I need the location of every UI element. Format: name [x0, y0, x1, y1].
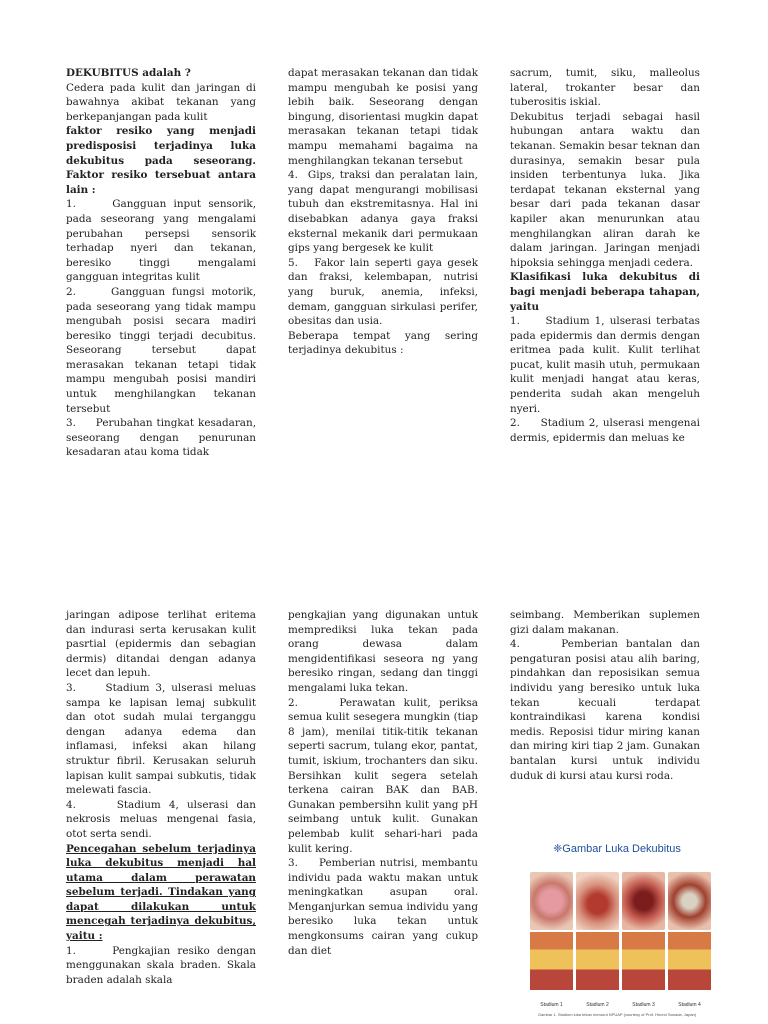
figure-label: Stadium 2	[586, 1002, 609, 1008]
stage-2-photo	[576, 872, 619, 930]
places-list: sacrum, tumit, siku, malleolus lateral, trokanter besar dan tuberositis iskial.	[510, 67, 700, 109]
risk-item-5: 5. Fakor lain seperti gaya gesek dan fraksi, kelembapan, nutrisi yang buruk, anemia, infeksi, demam, gangguan sirkulasi perifer, obesitas dan usia.	[288, 256, 478, 328]
figure-labels	[530, 1002, 711, 1008]
prevention-1: 1. Pengkajian resiko dengan menggunakan skala braden. Skala braden adalah skala	[66, 944, 256, 986]
stage-4: 4. Stadium 4, ulserasi dan nekrosis meluas mengenai fasia, otot serta sendi.	[66, 798, 256, 840]
stage-2-section	[576, 932, 619, 990]
figure-label: Stadium 3	[632, 1002, 655, 1008]
column-6	[510, 608, 700, 783]
risk-item-2: 2. Gangguan fungsi motorik, pada seseorang yang tidak mampu mengubah posisi secara madiri beresiko tinggi terjadi decubitus. Seseorang tersebut dapat merasakan tekanan tetapi tidak mampu mengubah posisi mandiri untuk menghilangkan tekanan tersebut	[66, 285, 256, 415]
column-3	[510, 66, 700, 445]
column-4	[66, 608, 256, 987]
stage-3: 3. Stadium 3, ulserasi meluas sampa ke lapisan lemaj subkulit dan otot sudah mulai terganggu dengan adanya edema dan inflamasi, infeksi akan hilang struktur fibril. Kerusakan seluruh lapisan kulit sampai subkutis, tidak melewati fascia.	[66, 681, 256, 797]
prevention-4: 4. Pemberian bantalan dan pengaturan posisi atau alih baring, pindahkan dan reposisikan semua individu yang beresiko untuk luka tekan kecuali terdapat kontraindikasi karena kondisi medis. Reposisi tidur miring kanan dan miring kiri tiap 2 jam. Gunakan bantalan kursi untuk individu duduk di kursi atau kursi roda.	[510, 638, 700, 782]
prevention-2: 2. Perawatan kulit, periksa semua kulit sesegera mungkin (tiap 8 jam), menilai titik-titik tekanan seperti sacrum, tulang ekor, pantat, tumit, iskium, trochanters dan siku. Bersihkan kulit segera setelah terkena cairan BAK dan BAB. Gunakan pembersihn kulit yang pH seimbang untuk kulit. Gunakan pelembab kulit sehari-hari pada kulit kering.	[288, 696, 478, 855]
classification-heading: Klasifikasi luka dekubitus di bagi menjadi beberapa tahapan, yaitu	[510, 271, 700, 313]
risk-item-1: 1. Gangguan input sensorik, pada seseorang yang mengalami perubahan persepsi sensorik terhadap nyeri dan tekanan, beresiko tinggi mengalami gangguan integritas kulit	[66, 198, 256, 284]
risk-factors-heading: faktor resiko yang menjadi predisposisi terjadinya luka dekubitus pada seseorang. Faktor resiko tersebuat antara lain :	[66, 125, 256, 196]
definition-text: Cedera pada kulit dan jaringan di bawahnya akibat tekanan yang berkepanjangan pada kulit	[66, 81, 256, 123]
stage-3-photo	[622, 872, 665, 930]
stage-2: 2. Stadium 2, ulserasi mengenai dermis, epidermis dan meluas ke	[510, 417, 700, 444]
prevention-3-cont: seimbang. Memberikan suplemen gizi dalam makanan.	[510, 609, 700, 636]
prevention-heading: Pencegahan sebelum terjadinya luka dekubitus menjadi hal utama dalam perawatan sebelum terjadi. Tindakan yang dapat dilakukan untuk mencegah terjadinya dekubitus, yaitu :	[66, 842, 256, 943]
figure-label: Stadium 4	[678, 1002, 701, 1008]
stage-1: 1. Stadium 1, ulserasi terbatas pada epidermis dan dermis dengan eritmea pada kulit. Kulit terlihat pucat, kulit masih utuh, permukaan kulit menjadi hangat atau keras, penderita sudah akan mengeluh nyeri.	[510, 315, 700, 415]
figure-skin-sections	[530, 932, 711, 990]
stage-3-section	[622, 932, 665, 990]
figure-photos	[530, 872, 711, 930]
column-5	[288, 608, 478, 958]
pressure-ulcer-figure	[522, 832, 712, 1022]
risk-item-3: 3. Perubahan tingkat kesadaran, seseorang dengan penurunan kesadaran atau koma tidak	[66, 417, 256, 459]
stage-2-cont: jaringan adipose terlihat eritema dan indurasi serta kerusakan kulit pasrtial (epidermis dan sebagian dermis) ditandai dengan adanya lecet dan lepuh.	[66, 609, 256, 680]
stage-1-photo	[530, 872, 573, 930]
column-1	[66, 66, 256, 460]
prevention-3: 3. Pemberian nutrisi, membantu individu pada waktu makan untuk meningkatkan asupan oral. Menganjurkan semua individu yang beresiko luka tekan untuk mengkonsums cairan yang cukup dan diet	[288, 857, 478, 957]
figure-title: ❈Gambar Luka Dekubitus	[553, 843, 681, 855]
stage-4-section	[668, 932, 711, 990]
column-2	[288, 66, 478, 358]
risk-item-3-cont: dapat merasakan tekanan dan tidak mampu mengubah ke posisi yang lebih baik. Seseorang dengan bingung, disorientasi mugkin dapat merasakan tekanan tetapi tidak mampu memahami bagaima na menghilangkan tekanan tersebut	[288, 67, 478, 167]
figure-caption: Gambar 1. Stadium luka tekan menurut NPUAP (courtesy of Prof. Hiromi Sanada, Japan)	[537, 1012, 697, 1017]
stage-1-section	[530, 932, 573, 990]
risk-item-4: 4. Gips, traksi dan peralatan lain, yang dapat mengurangi mobilisasi tubuh dan ekstremitasnya. Hal ini disebabkan adanya gaya fraksi eksternal mekanik dari permukaan gips yang bergesek ke kulit	[288, 169, 478, 255]
prevention-1-cont: pengkajian yang digunakan untuk memprediksi luka tekan pada orang dewasa dalam mengidentifikasi seseora ng yang beresiko ringan, sedang dan tinggi mengalami luka tekan.	[288, 609, 478, 694]
doc-heading: DEKUBITUS adalah ?	[66, 67, 191, 79]
figure-label: Stadium 1	[540, 1002, 563, 1008]
mechanism-paragraph: Dekubitus terjadi sebagai hasil hubungan antara waktu dan tekanan. Semakin besar teknan dan durasinya, semakin besar pula insiden terbentunya luka. Jika terdapat tekanan eksternal yang besar dari pada tekanan dasar kapiler akan menurunkan atau menghilangkan aliran darah ke dalam jaringan. Jaringan menjadi hipoksia sehingga menjadi cedera.	[510, 110, 700, 269]
stage-4-photo	[668, 872, 711, 930]
places-intro: Beberapa tempat yang sering terjadinya dekubitus :	[288, 329, 478, 357]
